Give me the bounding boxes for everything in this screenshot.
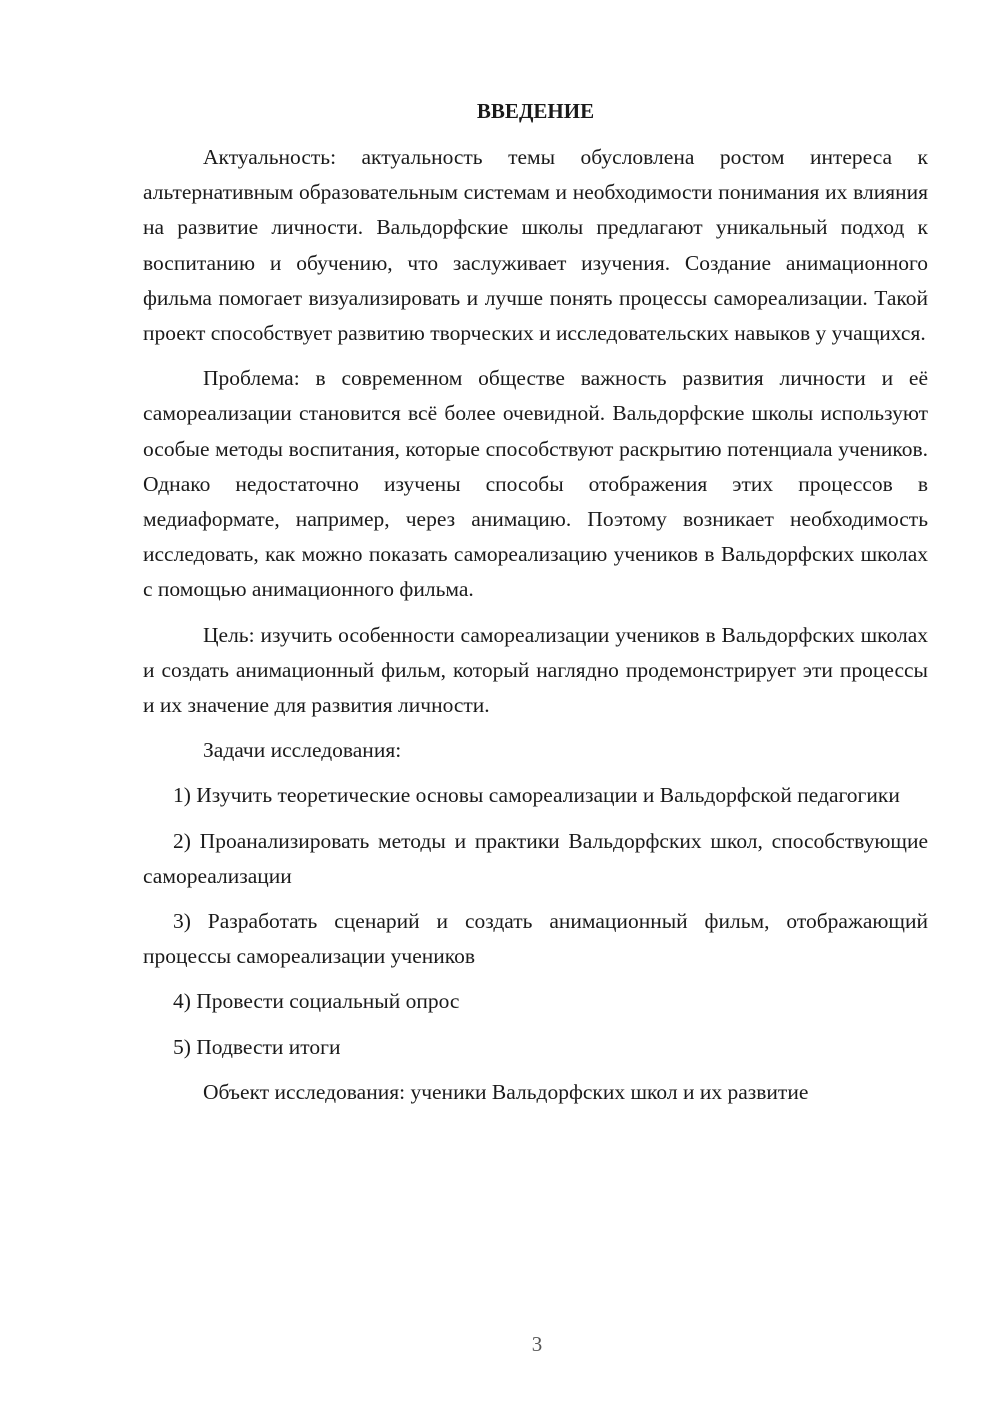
relevance-paragraph: Актуальность: актуальность темы обусловлена ростом интереса к альтернативным образовательным системам и необходимости понимания их влияния на развитие личности. Вальдорфские школы предлагают уникальный подход к воспитанию и обучению, что заслуживает изучения. Создание анимационного фильма помогает визуализировать и лучше понять процессы самореализации. Такой проект способствует развитию творческих и исследовательских навыков у учащихся. (143, 145, 928, 346)
task-item-2: 2) Проанализировать методы и практики Вальдорфских школ, способствующие самореализации (143, 828, 928, 888)
page-number: 3 (531, 1332, 543, 1356)
object-paragraph: Объект исследования: ученики Вальдорфских школ и их развитие (203, 1079, 809, 1104)
task-item-4: 4) Провести социальный опрос (173, 989, 460, 1014)
page-content (143, 96, 928, 1120)
problem-paragraph: Проблема: в современном обществе важность развития личности и её самореализации становится всё более очевидной. Вальдорфские школы используют особые методы воспитания, которые способствуют раскрытию потенциала учеников. Однако недостаточно изучены способы отображения этих процессов в медиаформате, например, через анимацию. Поэтому возникает необходимость исследовать, как можно показать самореализацию учеников в Вальдорфских школах с помощью анимационного фильма. (143, 366, 928, 602)
tasks-heading: Задачи исследования: (203, 738, 402, 763)
task-item-1: 1) Изучить теоретические основы самореализации и Вальдорфской педагогики (173, 783, 900, 808)
task-item-5: 5) Подвести итоги (173, 1034, 341, 1059)
section-heading: ВВЕДЕНИЕ (476, 99, 595, 123)
task-item-3: 3) Разработать сценарий и создать анимационный фильм, отображающий процессы самореализации учеников (143, 909, 928, 969)
goal-paragraph: Цель: изучить особенности самореализации учеников в Вальдорфских школах и создать анимационный фильм, который наглядно продемонстрирует эти процессы и их значение для развития личности. (143, 622, 928, 718)
tasks-list (143, 778, 928, 1064)
